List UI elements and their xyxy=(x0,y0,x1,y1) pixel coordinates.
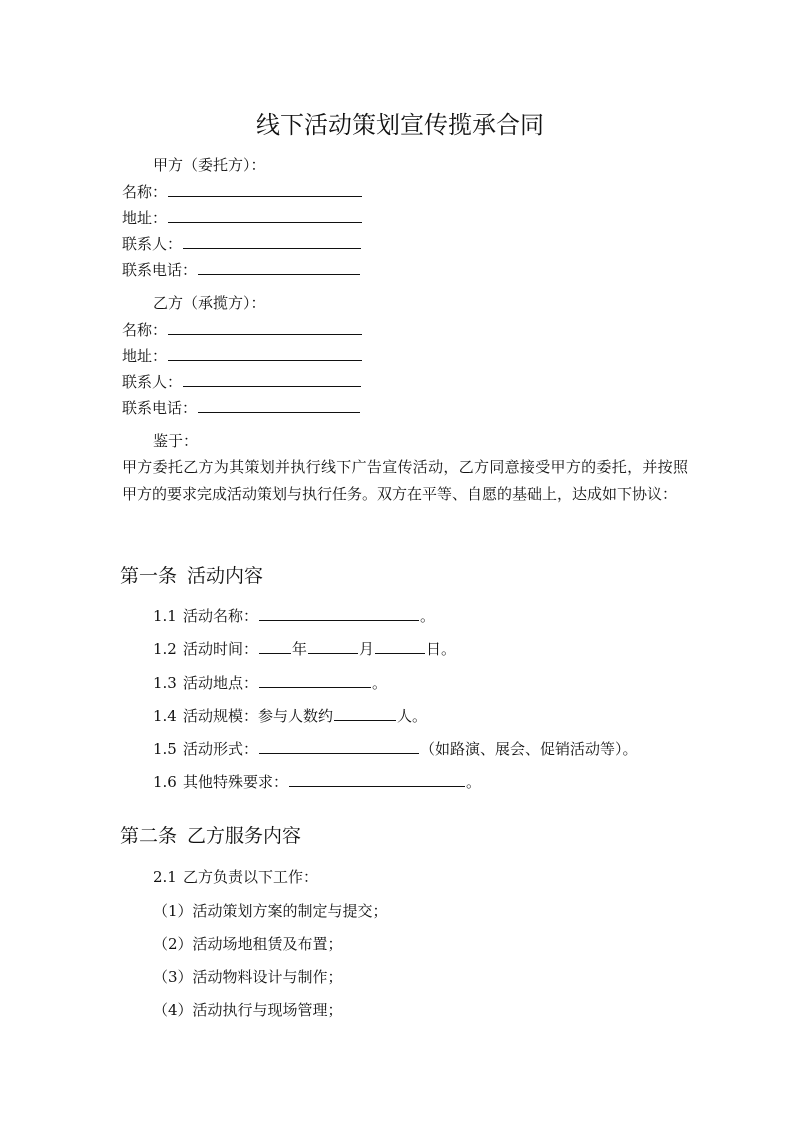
item-1-6-end: 。 xyxy=(466,773,482,791)
activity-format-blank[interactable] xyxy=(259,738,419,754)
party-b-name-blank[interactable] xyxy=(168,319,362,335)
whereas-label: 鉴于： xyxy=(153,432,199,450)
item-1-2-label: 活动时间： xyxy=(183,640,259,658)
item-1-6 xyxy=(153,771,481,793)
party-b-header: 乙方（承揽方）： xyxy=(153,294,266,312)
party-b-address-label: 地址： xyxy=(122,347,168,365)
party-b-address-blank[interactable] xyxy=(168,345,362,361)
task-item: （1）活动策划方案的制定与提交； xyxy=(153,902,388,920)
item-1-4-end: 人。 xyxy=(397,707,428,725)
activity-month-blank[interactable] xyxy=(308,638,358,654)
item-1-2 xyxy=(153,638,456,660)
party-b-name-label: 名称： xyxy=(122,321,168,339)
item-1-3-number: 1.3 xyxy=(153,674,177,692)
item-1-2-year: 年 xyxy=(292,640,308,658)
party-b-name-row xyxy=(122,319,363,341)
item-1-4-number: 1.4 xyxy=(153,707,177,725)
party-a-phone-row xyxy=(122,259,361,281)
party-a-name-blank[interactable] xyxy=(168,181,362,197)
item-1-2-day: 日。 xyxy=(426,640,457,658)
party-b-contact-label: 联系人： xyxy=(122,373,183,391)
party-b-contact-blank[interactable] xyxy=(183,371,361,387)
whereas-text: 甲方委托乙方为其策划并执行线下广告宣传活动，乙方同意接受甲方的委托，并按照甲方的要求完成活动策划与执行任务。双方在平等、自愿的基础上，达成如下协议： xyxy=(122,458,688,503)
item-1-1-label: 活动名称： xyxy=(183,607,259,625)
article-1-title: 活动内容 xyxy=(187,565,264,587)
activity-name-blank[interactable] xyxy=(259,605,419,621)
activity-location-blank[interactable] xyxy=(259,672,371,688)
document-title: 线下活动策划宣传揽承合同 xyxy=(256,111,544,139)
party-a-contact-blank[interactable] xyxy=(183,233,361,249)
party-a-address-label: 地址： xyxy=(122,209,168,227)
article-1-heading xyxy=(120,562,263,590)
party-a-address-row xyxy=(122,207,363,229)
party-b-contact-row xyxy=(122,371,362,393)
item-1-1-end: 。 xyxy=(420,607,436,625)
article-1-number: 第一条 xyxy=(120,565,178,587)
item-2-1-label: 乙方负责以下工作： xyxy=(183,868,319,886)
item-1-1-number: 1.1 xyxy=(153,607,177,625)
item-1-2-month: 月 xyxy=(359,640,375,658)
party-a-contact-label: 联系人： xyxy=(122,235,183,253)
task-item: （2）活动场地租赁及布置； xyxy=(153,935,343,953)
item-1-4-label: 活动规模：参与人数约 xyxy=(183,707,334,725)
participant-count-blank[interactable] xyxy=(334,705,396,721)
party-b-address-row xyxy=(122,345,363,367)
party-a-phone-label: 联系电话： xyxy=(122,261,198,279)
item-2-1 xyxy=(153,866,318,888)
item-1-6-label: 其他特殊要求： xyxy=(183,773,289,791)
item-1-5-number: 1.5 xyxy=(153,740,177,758)
item-1-3-end: 。 xyxy=(372,674,388,692)
article-2-number: 第二条 xyxy=(120,825,178,847)
task-item: （4）活动执行与现场管理； xyxy=(153,1001,343,1019)
party-a-address-blank[interactable] xyxy=(168,207,362,223)
party-b-phone-blank[interactable] xyxy=(198,397,360,413)
party-b-phone-label: 联系电话： xyxy=(122,399,198,417)
item-1-1 xyxy=(153,605,435,627)
party-a-contact-row xyxy=(122,233,362,255)
special-requirements-blank[interactable] xyxy=(289,771,465,787)
article-2-title: 乙方服务内容 xyxy=(187,825,302,847)
item-1-2-number: 1.2 xyxy=(153,640,177,658)
party-a-name-label: 名称： xyxy=(122,183,168,201)
party-a-header: 甲方（委托方）： xyxy=(153,156,266,174)
article-2-heading xyxy=(120,822,301,850)
party-a-phone-blank[interactable] xyxy=(198,259,360,275)
activity-day-blank[interactable] xyxy=(375,638,425,654)
item-1-5 xyxy=(153,738,638,760)
item-1-4 xyxy=(153,705,427,727)
item-1-5-end: （如路演、展会、促销活动等）。 xyxy=(420,740,638,758)
item-1-3-label: 活动地点： xyxy=(183,674,259,692)
task-item: （3）活动物料设计与制作； xyxy=(153,968,343,986)
item-1-3 xyxy=(153,672,387,694)
party-a-name-row xyxy=(122,181,363,203)
item-2-1-number: 2.1 xyxy=(153,868,177,886)
activity-year-blank[interactable] xyxy=(259,638,291,654)
party-b-phone-row xyxy=(122,397,361,419)
item-1-6-number: 1.6 xyxy=(153,773,177,791)
item-1-5-label: 活动形式： xyxy=(183,740,259,758)
